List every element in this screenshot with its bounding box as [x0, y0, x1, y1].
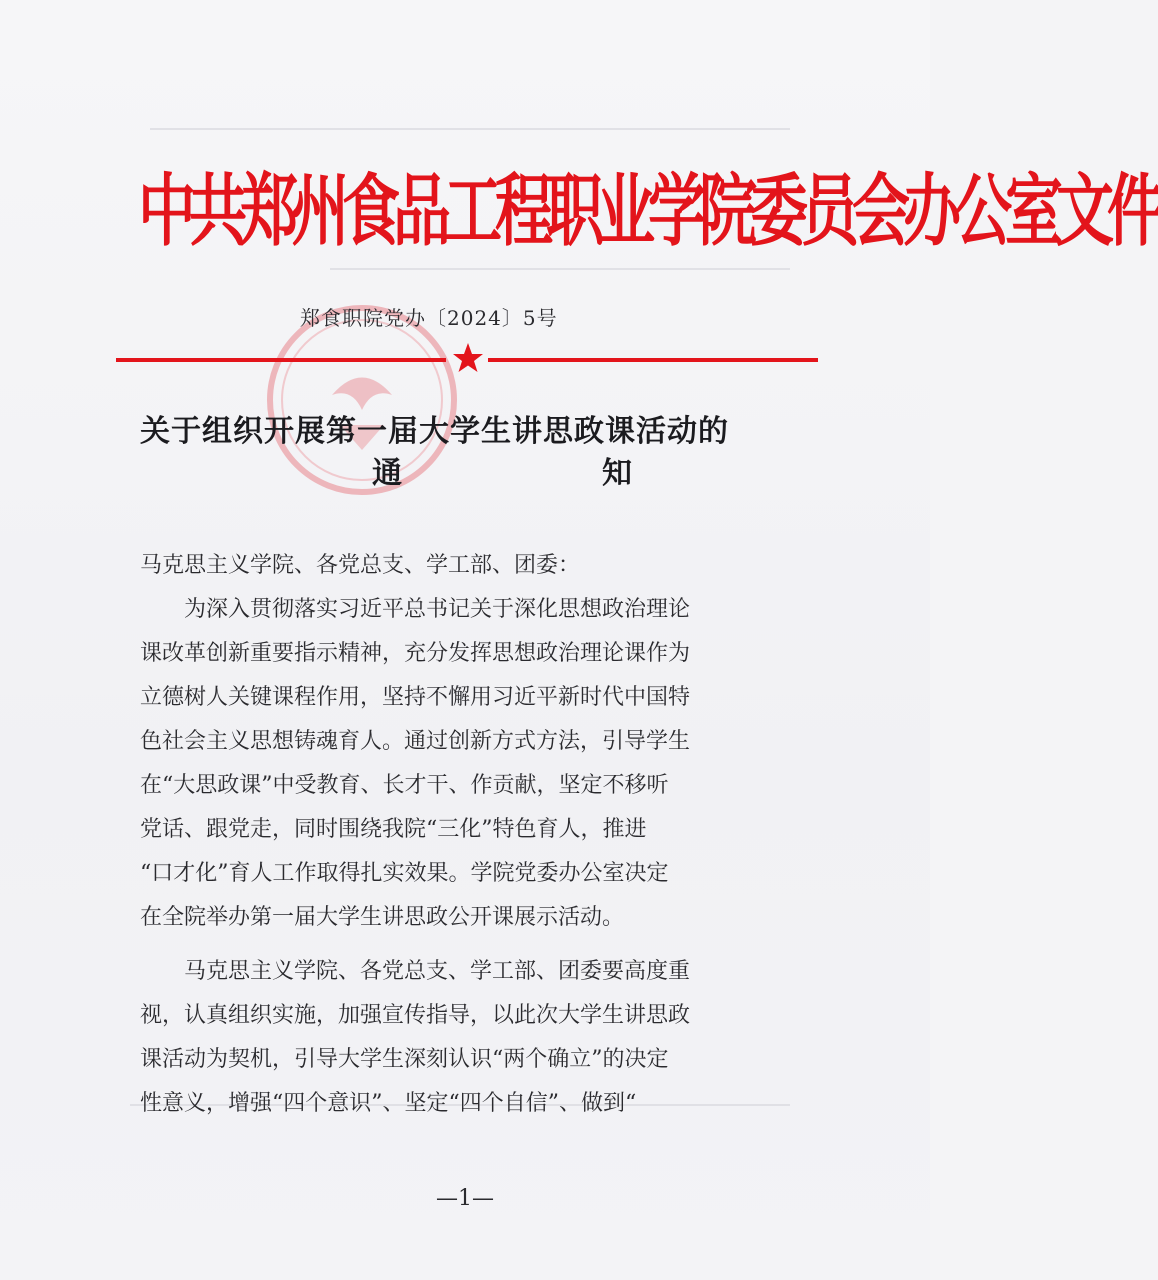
notice-title-line-2 — [372, 452, 632, 496]
notice-title-char-2: 知 — [602, 456, 632, 491]
paragraph-line: 党话、跟党走，同时围绕我院“三化”特色育人，推进 — [140, 817, 647, 842]
addressee: 马克思主义学院、各党总支、学工部、团委： — [140, 553, 581, 578]
paragraph-line: 在全院举办第一届大学生讲思政公开课展示活动。 — [140, 905, 625, 930]
paragraph-line: 为深入贯彻落实习近平总书记关于深化思想政治理论 — [184, 597, 691, 622]
document-header-title: 中共郑州食品工程职业学院委员会办公室文件 — [138, 165, 1158, 257]
red-star-icon — [452, 342, 484, 374]
paragraph-line: 课活动为契机，引导大学生深刻认识“两个确立”的决定 — [140, 1047, 669, 1072]
paragraph-line: 性意义，增强“四个意识”、坚定“四个自信”、做到“ — [140, 1091, 637, 1116]
paragraph-line: 立德树人关键课程作用，坚持不懈用习近平新时代中国特 — [140, 685, 691, 710]
paragraph-line: 课改革创新重要指示精神，充分发挥思想政治理论课作为 — [140, 641, 691, 666]
notice-title-line-1: 关于组织开展第一届大学生讲思政课活动的 — [140, 414, 729, 449]
red-separator-right — [488, 358, 818, 362]
paragraph-line: 在“大思政课”中受教育、长才干、作贡献，坚定不移听 — [140, 773, 669, 798]
page-number: —1— — [436, 1186, 494, 1211]
bleed-through-line — [150, 128, 790, 130]
red-separator-left — [116, 358, 446, 362]
paragraph-line: 色社会主义思想铸魂育人。通过创新方式方法，引导学生 — [140, 729, 691, 754]
paragraph-line: “口才化”育人工作取得扎实效果。学院党委办公室决定 — [140, 861, 669, 886]
notice-title-char-1: 通 — [372, 456, 402, 491]
paragraph-line: 视，认真组织实施，加强宣传指导，以此次大学生讲思政 — [140, 1003, 691, 1028]
document-number: 郑食职院党办〔2024〕5号 — [300, 306, 558, 330]
paragraph-line: 马克思主义学院、各党总支、学工部、团委要高度重 — [184, 959, 691, 984]
